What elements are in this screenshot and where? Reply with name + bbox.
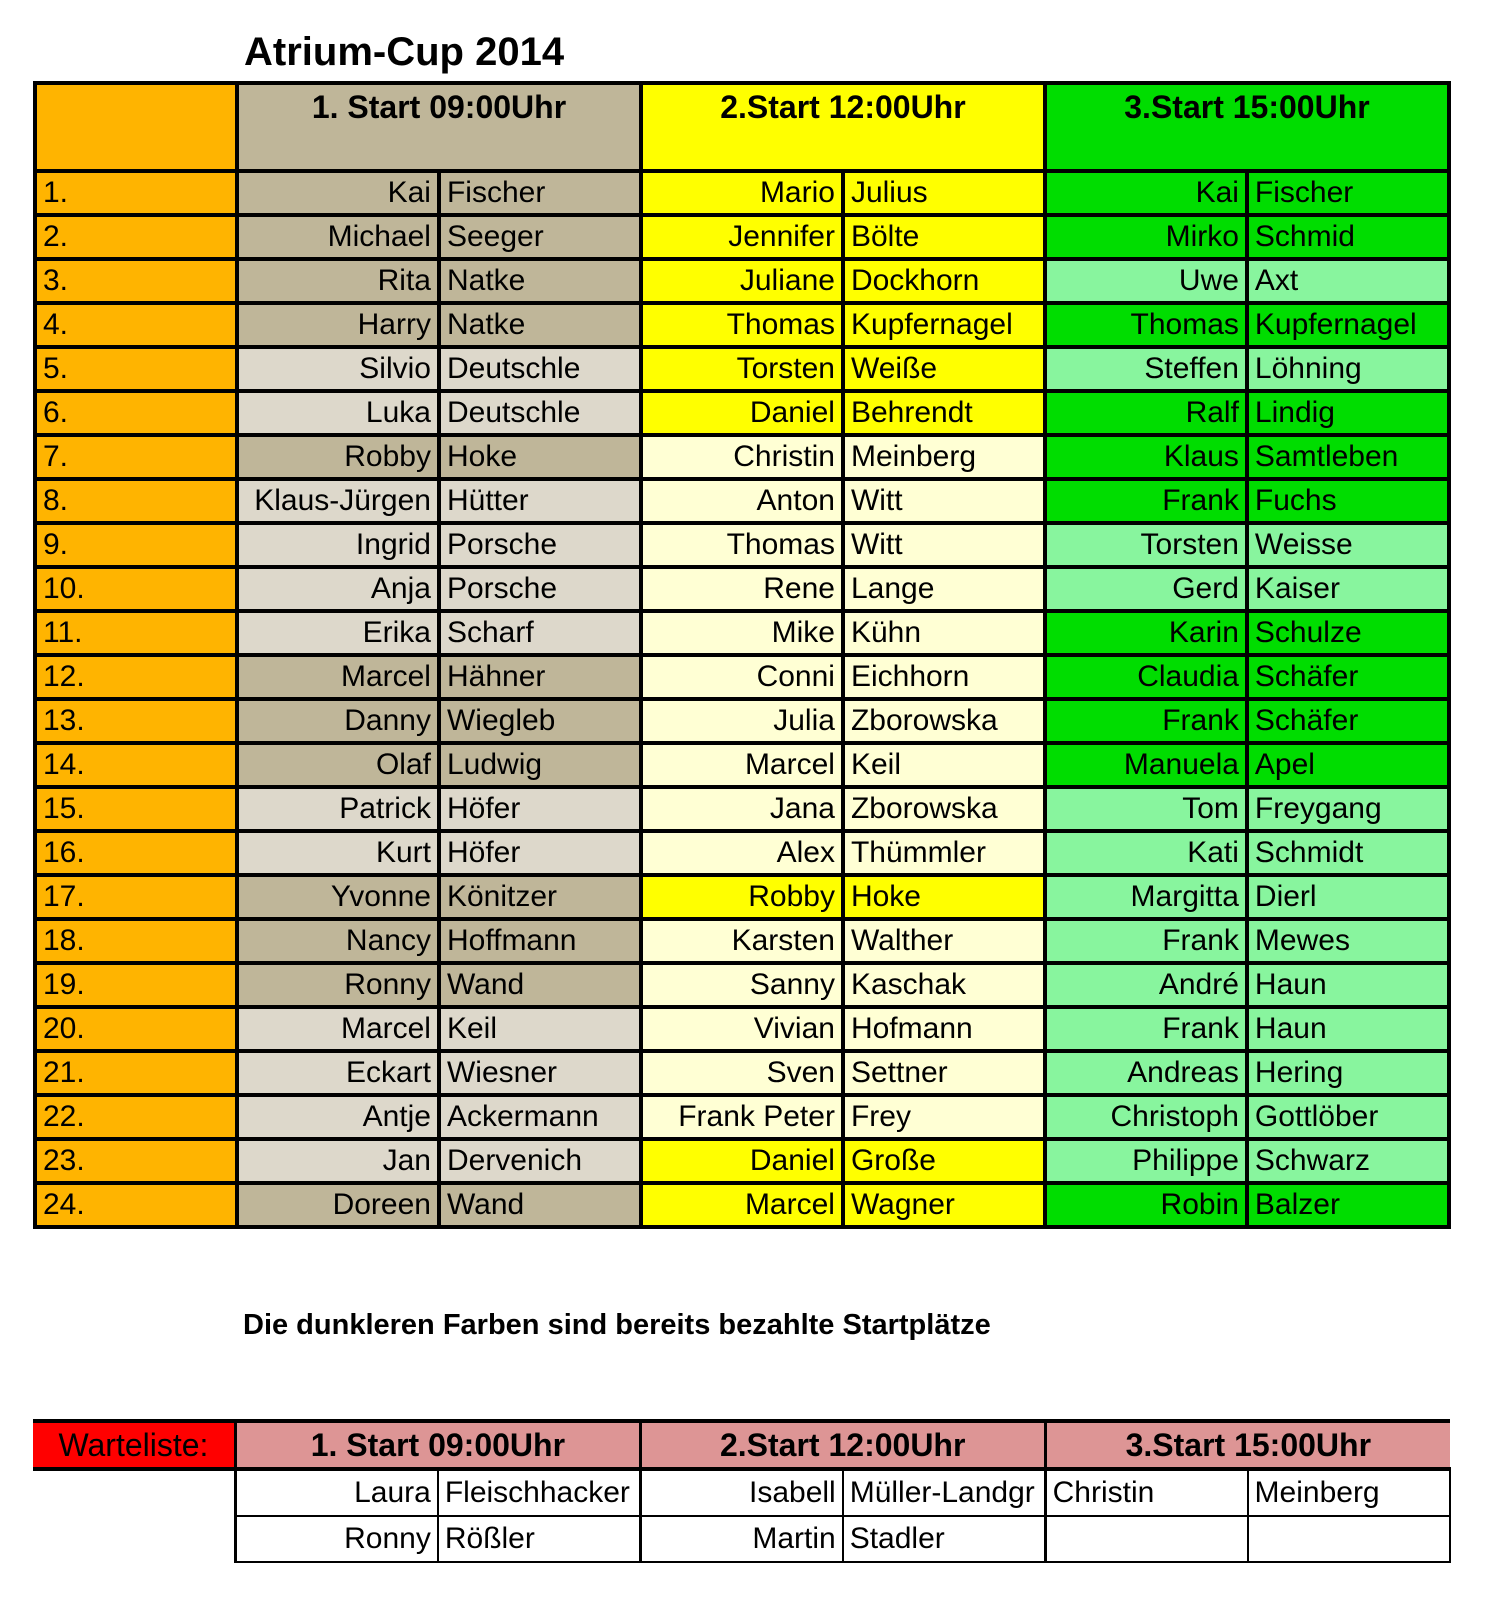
table-row (35, 523, 1449, 567)
table-row (35, 1183, 1449, 1227)
row-number: 15. (35, 787, 237, 831)
table-row (35, 963, 1449, 1007)
table-row (35, 787, 1449, 831)
table-row (35, 435, 1449, 479)
table-row (35, 743, 1449, 787)
slot-1-last-name: Deutschle (439, 347, 641, 391)
slot-3-last-name: Kaiser (1247, 567, 1449, 611)
slot-1-last-name: Porsche (439, 567, 641, 611)
slot-3-last-name: Freygang (1247, 787, 1449, 831)
slot-1-last-name: Wand (439, 1183, 641, 1227)
slot-3-first-name: Thomas (1045, 303, 1247, 347)
slot-1-last-name: Wand (439, 963, 641, 1007)
table-row (35, 303, 1449, 347)
slot-1-first-name: Erika (237, 611, 439, 655)
waitlist-slot-2-last-name: Stadler (843, 1516, 1045, 1562)
slot-1-first-name: Michael (237, 215, 439, 259)
waitlist-label: Warteliste: (33, 1421, 235, 1469)
slot-3-first-name: Tom (1045, 787, 1247, 831)
slot-3-first-name: Margitta (1045, 875, 1247, 919)
slot-3-first-name: Frank (1045, 919, 1247, 963)
slot-3-last-name: Weisse (1247, 523, 1449, 567)
table-row (35, 919, 1449, 963)
slot-2-last-name: Thümmler (843, 831, 1045, 875)
slot-3-last-name: Fuchs (1247, 479, 1449, 523)
slot-1-first-name: Klaus-Jürgen (237, 479, 439, 523)
slot-1-first-name: Kai (237, 171, 439, 215)
slot-1-last-name: Dervenich (439, 1139, 641, 1183)
table-row (35, 875, 1449, 919)
waitlist-slot-1-first-name: Ronny (235, 1516, 437, 1562)
waitlist-slot-3-last-name (1248, 1516, 1450, 1562)
waitlist-slot-3-first-name: Christin (1045, 1469, 1247, 1516)
slot-1-last-name: Hütter (439, 479, 641, 523)
slot-3-last-name: Haun (1247, 1007, 1449, 1051)
slot-2-last-name: Kaschak (843, 963, 1045, 1007)
table-row (35, 259, 1449, 303)
slot-3-last-name: Haun (1247, 963, 1449, 1007)
slot-2-first-name: Jana (641, 787, 843, 831)
slot-2-last-name: Witt (843, 479, 1045, 523)
row-number: 11. (35, 611, 237, 655)
table-row (35, 611, 1449, 655)
slot-2-first-name: Conni (641, 655, 843, 699)
slot-3-first-name: Robin (1045, 1183, 1247, 1227)
slot-1-last-name: Seeger (439, 215, 641, 259)
slot-1-last-name: Scharf (439, 611, 641, 655)
slot-1-last-name: Höfer (439, 831, 641, 875)
slot-3-first-name: Frank (1045, 1007, 1247, 1051)
slot-3-first-name: Mirko (1045, 215, 1247, 259)
slot-3-first-name: Christoph (1045, 1095, 1247, 1139)
slot-3-last-name: Apel (1247, 743, 1449, 787)
slot-2-first-name: Juliane (641, 259, 843, 303)
row-number: 5. (35, 347, 237, 391)
slot-1-last-name: Hoffmann (439, 919, 641, 963)
slot-2-last-name: Kupfernagel (843, 303, 1045, 347)
table-row (35, 479, 1449, 523)
slot-1-first-name: Harry (237, 303, 439, 347)
slot-3-first-name: Steffen (1045, 347, 1247, 391)
slot-1-first-name: Luka (237, 391, 439, 435)
row-number: 6. (35, 391, 237, 435)
waitlist-slot-2-header: 2.Start 12:00Uhr (640, 1421, 1045, 1469)
waitlist-slot-1-last-name: Fleischhacker (438, 1469, 640, 1516)
waitlist-spacer (33, 1516, 235, 1562)
slot-1-first-name: Marcel (237, 1007, 439, 1051)
slot-3-last-name: Balzer (1247, 1183, 1449, 1227)
slot-2-first-name: Alex (641, 831, 843, 875)
waitlist-row (33, 1469, 1450, 1516)
slot-2-first-name: Anton (641, 479, 843, 523)
row-number: 8. (35, 479, 237, 523)
slot-2-last-name: Wagner (843, 1183, 1045, 1227)
table-row (35, 347, 1449, 391)
slot-1-first-name: Doreen (237, 1183, 439, 1227)
slot-1-first-name: Nancy (237, 919, 439, 963)
slot-1-first-name: Jan (237, 1139, 439, 1183)
slot-3-first-name: Claudia (1045, 655, 1247, 699)
slot-1-last-name: Höfer (439, 787, 641, 831)
slot-3-last-name: Schmidt (1247, 831, 1449, 875)
waitlist-spacer (33, 1469, 235, 1516)
slot-2-last-name: Kühn (843, 611, 1045, 655)
slot-2-first-name: Christin (641, 435, 843, 479)
slot-3-last-name: Axt (1247, 259, 1449, 303)
slot-2-last-name: Weiße (843, 347, 1045, 391)
slot-3-first-name: Frank (1045, 479, 1247, 523)
row-number: 14. (35, 743, 237, 787)
slot-3-header: 3.Start 15:00Uhr (1045, 83, 1449, 171)
row-number: 18. (35, 919, 237, 963)
slot-1-last-name: Wiesner (439, 1051, 641, 1095)
slot-1-last-name: Porsche (439, 523, 641, 567)
slot-3-last-name: Samtleben (1247, 435, 1449, 479)
page-title: Atrium-Cup 2014 (244, 30, 565, 74)
slot-2-last-name: Witt (843, 523, 1045, 567)
table-row (35, 1095, 1449, 1139)
slot-2-first-name: Sven (641, 1051, 843, 1095)
slot-2-last-name: Julius (843, 171, 1045, 215)
waitlist-slot-3-last-name: Meinberg (1248, 1469, 1450, 1516)
waitlist-slot-1-header: 1. Start 09:00Uhr (235, 1421, 640, 1469)
table-row (35, 831, 1449, 875)
slot-1-first-name: Patrick (237, 787, 439, 831)
row-number: 3. (35, 259, 237, 303)
slot-3-last-name: Schulze (1247, 611, 1449, 655)
waitlist-slot-2-first-name: Martin (640, 1516, 842, 1562)
table-row (35, 567, 1449, 611)
slot-2-first-name: Thomas (641, 523, 843, 567)
slot-1-first-name: Danny (237, 699, 439, 743)
slot-2-last-name: Eichhorn (843, 655, 1045, 699)
slot-2-first-name: Thomas (641, 303, 843, 347)
slot-1-last-name: Hoke (439, 435, 641, 479)
slot-3-last-name: Kupfernagel (1247, 303, 1449, 347)
slot-1-last-name: Deutschle (439, 391, 641, 435)
waitlist-slot-2-first-name: Isabell (640, 1469, 842, 1516)
slot-2-first-name: Rene (641, 567, 843, 611)
slot-1-first-name: Marcel (237, 655, 439, 699)
slot-1-first-name: Antje (237, 1095, 439, 1139)
slot-1-last-name: Fischer (439, 171, 641, 215)
slot-2-last-name: Walther (843, 919, 1045, 963)
slot-3-last-name: Schäfer (1247, 655, 1449, 699)
slot-3-last-name: Fischer (1247, 171, 1449, 215)
slot-3-first-name: Kati (1045, 831, 1247, 875)
row-number: 16. (35, 831, 237, 875)
slot-1-header: 1. Start 09:00Uhr (237, 83, 641, 171)
waitlist-slot-3-header: 3.Start 15:00Uhr (1045, 1421, 1450, 1469)
slot-1-first-name: Rita (237, 259, 439, 303)
slot-2-last-name: Frey (843, 1095, 1045, 1139)
slot-3-last-name: Schäfer (1247, 699, 1449, 743)
row-number: 9. (35, 523, 237, 567)
table-row (35, 1051, 1449, 1095)
slot-3-last-name: Dierl (1247, 875, 1449, 919)
slot-2-last-name: Große (843, 1139, 1045, 1183)
slot-2-first-name: Marcel (641, 1183, 843, 1227)
slot-3-last-name: Hering (1247, 1051, 1449, 1095)
slot-2-first-name: Julia (641, 699, 843, 743)
slot-1-first-name: Ingrid (237, 523, 439, 567)
row-number: 20. (35, 1007, 237, 1051)
row-number: 4. (35, 303, 237, 347)
slot-1-last-name: Wiegleb (439, 699, 641, 743)
slot-1-last-name: Natke (439, 259, 641, 303)
slot-2-first-name: Robby (641, 875, 843, 919)
slot-3-first-name: Ralf (1045, 391, 1247, 435)
waitlist-slot-1-last-name: Rößler (438, 1516, 640, 1562)
row-number: 13. (35, 699, 237, 743)
row-number: 23. (35, 1139, 237, 1183)
row-number: 19. (35, 963, 237, 1007)
slot-1-last-name: Hähner (439, 655, 641, 699)
corner-cell (35, 83, 237, 171)
slot-3-last-name: Schmid (1247, 215, 1449, 259)
slot-2-first-name: Mario (641, 171, 843, 215)
slot-2-last-name: Meinberg (843, 435, 1045, 479)
table-row (35, 171, 1449, 215)
table-row (35, 1139, 1449, 1183)
slot-1-first-name: Kurt (237, 831, 439, 875)
waitlist-slot-3-first-name (1045, 1516, 1247, 1562)
waitlist-slot-2-last-name: Müller-Landgr (843, 1469, 1045, 1516)
slot-3-first-name: André (1045, 963, 1247, 1007)
slot-1-last-name: Natke (439, 303, 641, 347)
slot-3-last-name: Schwarz (1247, 1139, 1449, 1183)
slot-2-first-name: Mike (641, 611, 843, 655)
slot-2-last-name: Settner (843, 1051, 1045, 1095)
slot-2-first-name: Sanny (641, 963, 843, 1007)
slot-2-first-name: Daniel (641, 1139, 843, 1183)
slot-2-last-name: Hoke (843, 875, 1045, 919)
slot-1-first-name: Yvonne (237, 875, 439, 919)
slot-2-last-name: Behrendt (843, 391, 1045, 435)
slot-1-first-name: Robby (237, 435, 439, 479)
slot-1-first-name: Anja (237, 567, 439, 611)
slot-3-first-name: Torsten (1045, 523, 1247, 567)
slot-1-last-name: Ackermann (439, 1095, 641, 1139)
slot-2-first-name: Torsten (641, 347, 843, 391)
slot-3-last-name: Löhning (1247, 347, 1449, 391)
table-row (35, 1007, 1449, 1051)
slot-2-last-name: Dockhorn (843, 259, 1045, 303)
table-row (35, 391, 1449, 435)
table-row (35, 699, 1449, 743)
row-number: 22. (35, 1095, 237, 1139)
waitlist-row (33, 1516, 1450, 1562)
slot-3-last-name: Mewes (1247, 919, 1449, 963)
slot-3-first-name: Karin (1045, 611, 1247, 655)
slot-2-header: 2.Start 12:00Uhr (641, 83, 1045, 171)
row-number: 2. (35, 215, 237, 259)
slot-3-first-name: Uwe (1045, 259, 1247, 303)
slot-1-first-name: Ronny (237, 963, 439, 1007)
row-number: 10. (35, 567, 237, 611)
slot-3-first-name: Philippe (1045, 1139, 1247, 1183)
row-number: 1. (35, 171, 237, 215)
slot-1-last-name: Könitzer (439, 875, 641, 919)
slot-1-first-name: Olaf (237, 743, 439, 787)
slot-2-last-name: Hofmann (843, 1007, 1045, 1051)
row-number: 21. (35, 1051, 237, 1095)
table-row (35, 655, 1449, 699)
row-number: 12. (35, 655, 237, 699)
waitlist-table (33, 1419, 1451, 1563)
waitlist-slot-1-first-name: Laura (235, 1469, 437, 1516)
slot-2-last-name: Bölte (843, 215, 1045, 259)
slot-2-last-name: Lange (843, 567, 1045, 611)
slot-2-first-name: Marcel (641, 743, 843, 787)
slot-3-first-name: Frank (1045, 699, 1247, 743)
slot-2-first-name: Karsten (641, 919, 843, 963)
slot-1-last-name: Keil (439, 1007, 641, 1051)
slot-3-first-name: Kai (1045, 171, 1247, 215)
slot-2-first-name: Jennifer (641, 215, 843, 259)
row-number: 17. (35, 875, 237, 919)
slot-2-last-name: Keil (843, 743, 1045, 787)
slot-3-last-name: Gottlöber (1247, 1095, 1449, 1139)
start-list-table (33, 81, 1451, 1229)
slot-2-first-name: Vivian (641, 1007, 843, 1051)
table-row (35, 215, 1449, 259)
row-number: 24. (35, 1183, 237, 1227)
slot-2-first-name: Frank Peter (641, 1095, 843, 1139)
slot-1-first-name: Silvio (237, 347, 439, 391)
slot-1-last-name: Ludwig (439, 743, 641, 787)
slot-3-first-name: Andreas (1045, 1051, 1247, 1095)
slot-3-last-name: Lindig (1247, 391, 1449, 435)
slot-2-first-name: Daniel (641, 391, 843, 435)
payment-note: Die dunkleren Farben sind bereits bezahlte Startplätze (243, 1309, 991, 1341)
row-number: 7. (35, 435, 237, 479)
slot-2-last-name: Zborowska (843, 699, 1045, 743)
slot-3-first-name: Manuela (1045, 743, 1247, 787)
slot-2-last-name: Zborowska (843, 787, 1045, 831)
slot-3-first-name: Klaus (1045, 435, 1247, 479)
slot-1-first-name: Eckart (237, 1051, 439, 1095)
slot-3-first-name: Gerd (1045, 567, 1247, 611)
